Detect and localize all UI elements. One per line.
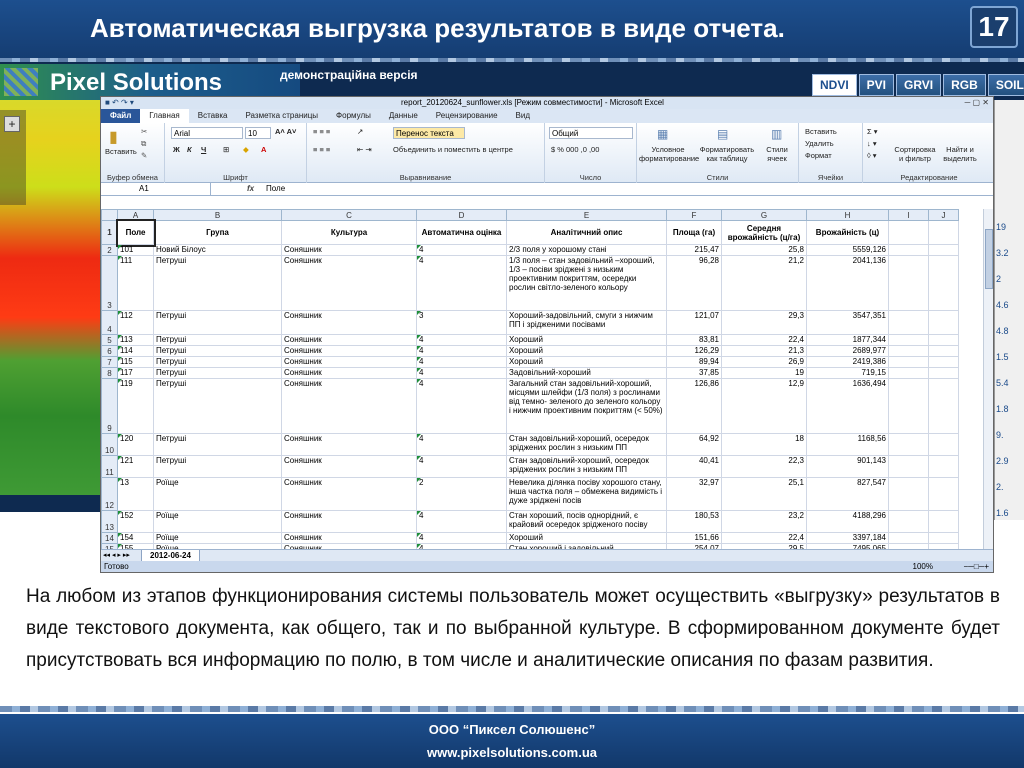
status-text: Готово (104, 562, 129, 571)
empty-cell[interactable] (889, 311, 929, 335)
ribbon-tab[interactable]: Главная (140, 109, 188, 123)
orientation-icon[interactable]: ↗ (357, 127, 364, 136)
cell-serednia[interactable]: 22,4 (722, 335, 807, 346)
cell-vrozh[interactable]: 827,547 (807, 478, 889, 511)
row-header[interactable]: 2 (102, 245, 118, 256)
cell-pole[interactable]: 113 (118, 335, 154, 346)
align-center-icons[interactable]: ≡ ≡ ≡ (313, 145, 331, 154)
cell-ploshcha[interactable]: 40,41 (667, 456, 722, 478)
empty-cell[interactable] (889, 368, 929, 379)
column-header[interactable]: G (722, 210, 807, 221)
cell-grupa[interactable]: Роїще (154, 478, 282, 511)
find-select-button[interactable]: Найти и выделить (943, 145, 977, 163)
cell-kultura[interactable]: Соняшник (282, 456, 417, 478)
cell-serednia[interactable]: 21,3 (722, 346, 807, 357)
company-name: ООО “Пиксел Солюшенс” (428, 722, 596, 737)
cell-ploshcha[interactable]: 37,85 (667, 368, 722, 379)
excel-title: report_20120624_sunflower.xls [Режим совместимости] - Microsoft Excel (401, 98, 664, 107)
zoom-in-button[interactable]: + (4, 116, 20, 132)
cells-group (799, 123, 863, 183)
cell-grupa[interactable]: Роїще (154, 511, 282, 533)
styles-label: Стили (706, 173, 729, 182)
cell-vrozh[interactable]: 1636,494 (807, 379, 889, 434)
alignment-group (307, 123, 545, 183)
table-row (102, 456, 959, 478)
cell-styles-icon: ▥ (771, 127, 783, 141)
cell-grupa[interactable]: Роїще (154, 533, 282, 544)
row-header[interactable]: 14 (102, 533, 118, 544)
view-button-soil[interactable]: SOIL (988, 74, 1024, 96)
cell-vrozh[interactable]: 2419,386 (807, 357, 889, 368)
copy-icon[interactable]: ⧉ (141, 139, 147, 148)
map-value: 1.6 (996, 508, 1009, 518)
cell-vrozh[interactable]: 5559,126 (807, 245, 889, 256)
cell-kultura[interactable]: Соняшник (282, 245, 417, 256)
fx-icon[interactable]: fx (247, 184, 255, 193)
table-row (102, 478, 959, 511)
paste-icon: ▮ (109, 129, 118, 146)
cell-opys[interactable]: Хороший (507, 357, 667, 368)
column-header[interactable]: C (282, 210, 417, 221)
empty-cell[interactable] (929, 478, 959, 511)
sort-filter-button[interactable]: Сортировка и фильтр (894, 145, 936, 163)
column-header[interactable]: H (807, 210, 889, 221)
table-row (102, 533, 959, 544)
formula-bar (101, 183, 993, 196)
borders-icon[interactable]: ⊞ (223, 145, 230, 154)
cell-grupa[interactable]: Петруші (154, 357, 282, 368)
map-value: 9. (996, 430, 1004, 440)
cell-opys[interactable]: Задовільний-хороший (507, 368, 667, 379)
cell-kultura[interactable]: Соняшник (282, 533, 417, 544)
cell-pole[interactable]: 154 (118, 533, 154, 544)
cell-ploshcha[interactable]: 126,29 (667, 346, 722, 357)
map-value: 1.8 (996, 404, 1009, 414)
logo-icon (4, 68, 38, 96)
cell-ocinka[interactable]: 3 (417, 311, 507, 335)
cell-kultura[interactable]: Соняшник (282, 511, 417, 533)
cell-serednia[interactable]: 22,4 (722, 533, 807, 544)
empty-cell[interactable] (929, 511, 959, 533)
table-row (102, 245, 959, 256)
column-header[interactable] (102, 210, 118, 221)
number-group (545, 123, 637, 183)
italic-icon[interactable]: К (187, 145, 192, 154)
empty-cell[interactable] (889, 379, 929, 434)
map-value: 2.9 (996, 456, 1009, 466)
cell-ploshcha[interactable]: 89,94 (667, 357, 722, 368)
zoom-level: 100% (912, 562, 933, 571)
cell-ploshcha[interactable]: 64,92 (667, 434, 722, 456)
table-header-cell[interactable]: Аналітичний опис (507, 221, 667, 245)
map-value: 5.4 (996, 378, 1009, 388)
cell-vrozh[interactable]: 4188,296 (807, 511, 889, 533)
column-header[interactable]: A (118, 210, 154, 221)
cell-ploshcha[interactable]: 32,97 (667, 478, 722, 511)
empty-cell[interactable] (889, 434, 929, 456)
map-values-panel (994, 100, 1024, 520)
map-value: 1.5 (996, 352, 1009, 362)
cell-pole[interactable]: 121 (118, 456, 154, 478)
alignment-label: Выравнивание (399, 173, 452, 182)
scroll-thumb[interactable] (985, 229, 993, 289)
cell-ocinka[interactable]: 4 (417, 346, 507, 357)
cond-format-icon: ▦ (657, 127, 669, 141)
cell-opys[interactable]: 2/3 поля у хорошому стані (507, 245, 667, 256)
empty-cell[interactable] (889, 533, 929, 544)
column-header[interactable]: E (507, 210, 667, 221)
cell-vrozh[interactable]: 901,143 (807, 456, 889, 478)
cell-pole[interactable]: 120 (118, 434, 154, 456)
empty-cell[interactable] (889, 221, 929, 245)
empty-cell[interactable] (929, 335, 959, 346)
cell-ocinka[interactable]: 4 (417, 456, 507, 478)
column-header[interactable]: B (154, 210, 282, 221)
cell-kultura[interactable]: Соняшник (282, 256, 417, 311)
cell-opys[interactable]: Стан хороший, посів однорідний, є крайовий осередок зрідженого посіву (507, 511, 667, 533)
cell-pole[interactable]: 111 (118, 256, 154, 311)
cell-ocinka[interactable]: 4 (417, 533, 507, 544)
cell-ocinka[interactable]: 4 (417, 379, 507, 434)
insert-cells-button[interactable]: Вставить (805, 127, 837, 136)
empty-cell[interactable] (889, 478, 929, 511)
bold-icon[interactable]: Ж (173, 145, 180, 154)
row-header[interactable]: 8 (102, 368, 118, 379)
table-header-cell[interactable]: Врожайність (ц) (807, 221, 889, 245)
table-row (102, 311, 959, 335)
view-button-rgb[interactable]: RGB (943, 74, 986, 96)
row-header[interactable]: 4 (102, 311, 118, 335)
cell-grupa[interactable]: Петруші (154, 368, 282, 379)
cell-grupa[interactable]: Петруші (154, 256, 282, 311)
cell-kultura[interactable]: Соняшник (282, 368, 417, 379)
excel-titlebar (101, 97, 993, 109)
align-top-icons[interactable]: ≡ ≡ ≡ (313, 127, 331, 136)
empty-cell[interactable] (929, 379, 959, 434)
cell-pole[interactable]: 119 (118, 379, 154, 434)
cell-ploshcha[interactable]: 180,53 (667, 511, 722, 533)
table-header-cell[interactable]: Середня врожайність (ц/га) (722, 221, 807, 245)
ribbon-tab[interactable]: Данные (388, 111, 418, 120)
empty-cell[interactable] (889, 456, 929, 478)
cell-serednia[interactable]: 22,3 (722, 456, 807, 478)
cell-ocinka[interactable]: 2 (417, 478, 507, 511)
app-logo-bar (0, 64, 300, 100)
quick-access-icons[interactable]: ■ ↶ ↷ ▾ (105, 98, 134, 107)
sheet-tab[interactable]: 2012-06-24 (141, 550, 200, 563)
empty-cell[interactable] (929, 368, 959, 379)
excel-window (100, 96, 994, 573)
empty-cell[interactable] (929, 434, 959, 456)
cell-opys[interactable]: Хороший (507, 533, 667, 544)
cell-serednia[interactable]: 23,2 (722, 511, 807, 533)
cell-ocinka[interactable]: 4 (417, 335, 507, 346)
cell-pole[interactable]: 101 (118, 245, 154, 256)
cell-ocinka[interactable]: 4 (417, 256, 507, 311)
cell-opys[interactable]: 1/3 поля – стан задовільний –хороший, 1/3 – посіви зріджені з низьким проективним покриттям, осередки рослин світло-зеленого кольору (507, 256, 667, 311)
empty-cell[interactable] (889, 346, 929, 357)
cell-ocinka[interactable]: 4 (417, 368, 507, 379)
empty-cell[interactable] (929, 346, 959, 357)
view-button-grvi[interactable]: GRVI (896, 74, 941, 96)
autosum-icon[interactable]: Σ ▾ (867, 127, 878, 136)
row-header[interactable]: 12 (102, 478, 118, 511)
cell-vrozh[interactable]: 3397,184 (807, 533, 889, 544)
sheet-tab-bar (101, 549, 993, 561)
empty-cell[interactable] (889, 357, 929, 368)
cell-opys[interactable]: Стан задовільний-хороший, осередок зріджених рослин з низьким ПП (507, 434, 667, 456)
name-box[interactable]: A1 (101, 183, 211, 196)
cell-ploshcha[interactable]: 121,07 (667, 311, 722, 335)
cell-ocinka[interactable]: 4 (417, 434, 507, 456)
cell-vrozh[interactable]: 1168,56 (807, 434, 889, 456)
cell-pole[interactable]: 13 (118, 478, 154, 511)
body-text: На любом из этапов функционирования системы пользователь может осуществить «выгрузку» результатов в виде текстового документа, как общего, так и по выбранной культуре. В сформированном документе будет присутствовать вся информацию по полю, в том числе и аналитические описания по фазам развития. (26, 586, 1000, 671)
number-format-select[interactable]: Общий (549, 127, 633, 139)
cell-kultura[interactable]: Соняшник (282, 346, 417, 357)
format-painter-icon[interactable]: ✎ (141, 151, 148, 160)
ribbon-tab[interactable]: Вставка (197, 111, 228, 120)
vertical-scrollbar[interactable] (983, 209, 993, 549)
empty-cell[interactable] (929, 221, 959, 245)
table-header-cell[interactable]: Поле (118, 221, 154, 245)
editing-label: Редактирование (900, 173, 958, 182)
paste-button[interactable]: Вставить (105, 147, 137, 156)
cell-opys[interactable]: Загальний стан задовільний-хороший, місцями шлейфи (1/3 поля) з рослинами від темно- зеленого до зеленого кольору і нижчим проективним покриттям (< 50%) (507, 379, 667, 434)
row-header[interactable]: 6 (102, 346, 118, 357)
cond-format-button[interactable]: Условное форматирование (639, 145, 700, 163)
number-label: Число (579, 173, 602, 182)
ribbon-tabs (101, 109, 993, 123)
website-url[interactable]: www.pixelsolutions.com.ua (427, 745, 597, 760)
cut-icon[interactable]: ✂ (141, 127, 148, 136)
column-header[interactable]: J (929, 210, 959, 221)
map-value: 2. (996, 482, 1004, 492)
cell-ocinka[interactable]: 4 (417, 245, 507, 256)
row-header[interactable]: 13 (102, 511, 118, 533)
cell-opys[interactable]: Хороший-задовільний, смуги з нижчим ПП і зрідженими посівами (507, 311, 667, 335)
ribbon-tab[interactable]: Формулы (336, 111, 371, 120)
table-header-cell[interactable]: Культура (282, 221, 417, 245)
row-header[interactable]: 7 (102, 357, 118, 368)
styles-group (637, 123, 799, 183)
cell-pole[interactable]: 117 (118, 368, 154, 379)
table-row (102, 368, 959, 379)
format-cells-button[interactable]: Формат (805, 151, 832, 160)
cell-serednia[interactable]: 29,3 (722, 311, 807, 335)
cell-ploshcha[interactable]: 83,81 (667, 335, 722, 346)
cell-grupa[interactable]: Петруші (154, 346, 282, 357)
table-row (102, 256, 959, 311)
cell-kultura[interactable]: Соняшник (282, 434, 417, 456)
map-value: 2 (996, 274, 1002, 284)
table-row (102, 335, 959, 346)
table-row (102, 379, 959, 434)
font-grow-icon[interactable]: A˄ A˅ (275, 127, 297, 136)
empty-cell[interactable] (929, 256, 959, 311)
cell-serednia[interactable]: 26,9 (722, 357, 807, 368)
cells-label: Ячейки (817, 173, 844, 182)
cell-serednia[interactable]: 25,1 (722, 478, 807, 511)
wrap-text-button[interactable]: Перенос текста (393, 127, 465, 139)
cell-ploshcha[interactable]: 96,28 (667, 256, 722, 311)
cell-grupa[interactable]: Петруші (154, 335, 282, 346)
cell-pole[interactable]: 112 (118, 311, 154, 335)
footer (0, 714, 1024, 768)
empty-cell[interactable] (929, 533, 959, 544)
column-header[interactable]: I (889, 210, 929, 221)
underline-icon[interactable]: Ч (201, 145, 207, 154)
font-color-icon[interactable]: A (261, 145, 267, 154)
table-header-cell[interactable]: Група (154, 221, 282, 245)
sheet-nav-arrows[interactable]: ◂◂ ◂ ▸ ▸▸ (103, 552, 130, 559)
cell-serednia[interactable]: 21,2 (722, 256, 807, 311)
cell-serednia[interactable]: 25,8 (722, 245, 807, 256)
empty-cell[interactable] (889, 511, 929, 533)
row-header[interactable]: 10 (102, 434, 118, 456)
empty-cell[interactable] (889, 335, 929, 346)
font-group (165, 123, 307, 183)
row-header[interactable]: 5 (102, 335, 118, 346)
column-header[interactable]: D (417, 210, 507, 221)
clear-icon[interactable]: ◊ ▾ (867, 151, 877, 160)
font-size-select[interactable]: 10 (245, 127, 271, 139)
slide-header (0, 0, 1024, 58)
cell-grupa[interactable]: Петруші (154, 456, 282, 478)
font-name-select[interactable]: Arial (171, 127, 243, 139)
view-button-ndvi[interactable]: NDVI (812, 74, 857, 96)
empty-cell[interactable] (889, 256, 929, 311)
clipboard-group (101, 123, 165, 183)
cell-opys[interactable]: Стан задовільний-хороший, осередок зріджених рослин з низьким ПП (507, 456, 667, 478)
empty-cell[interactable] (929, 311, 959, 335)
ribbon-tab[interactable]: Вид (515, 111, 531, 120)
ribbon-tab[interactable]: Разметка страницы (245, 111, 319, 120)
ribbon-tab[interactable]: Файл (101, 109, 140, 123)
font-label: Шрифт (223, 173, 248, 182)
row-header[interactable]: 1 (102, 221, 118, 245)
cell-ocinka[interactable]: 4 (417, 357, 507, 368)
cell-kultura[interactable]: Соняшник (282, 379, 417, 434)
cell-serednia[interactable]: 18 (722, 434, 807, 456)
cell-kultura[interactable]: Соняшник (282, 357, 417, 368)
cell-vrozh[interactable]: 719,15 (807, 368, 889, 379)
demo-label: демонстраційна версія (280, 68, 418, 82)
cell-styles-button[interactable]: Стили ячеек (766, 145, 788, 163)
row-header[interactable]: 11 (102, 456, 118, 478)
status-bar (101, 561, 993, 573)
table-row (102, 357, 959, 368)
clipboard-label: Буфер обмена (107, 173, 158, 182)
indent-icons[interactable]: ⇤ ⇥ (357, 145, 372, 154)
empty-cell[interactable] (929, 456, 959, 478)
format-table-icon: ▤ (717, 127, 729, 141)
cell-kultura[interactable]: Соняшник (282, 478, 417, 511)
map-value: 19 (996, 222, 1007, 232)
row-header[interactable]: 9 (102, 379, 118, 434)
cell-opys[interactable]: Невелика ділянка посіву хорошого стану, інша частка поля – обмежена видимість і дуже зріджені посів (507, 478, 667, 511)
cell-ploshcha[interactable]: 151,66 (667, 533, 722, 544)
cell-serednia[interactable]: 19 (722, 368, 807, 379)
row-header[interactable]: 3 (102, 256, 118, 311)
cell-grupa[interactable]: Петруші (154, 311, 282, 335)
merge-button[interactable]: Объединить и поместить в центре (393, 145, 513, 154)
column-header[interactable]: F (667, 210, 722, 221)
table-row (102, 511, 959, 533)
cell-pole[interactable]: 114 (118, 346, 154, 357)
zoom-slider[interactable]: −─□─+ (963, 562, 989, 571)
empty-cell[interactable] (929, 357, 959, 368)
cell-kultura[interactable]: Соняшник (282, 311, 417, 335)
formula-input[interactable]: Поле (266, 184, 286, 193)
window-controls[interactable]: ─ ▢ ✕ (964, 98, 989, 107)
map-value: 4.6 (996, 300, 1009, 310)
cell-grupa[interactable]: Новий Білоус (154, 245, 282, 256)
slide-title: Автоматическая выгрузка результатов в виде отчета. (90, 13, 785, 43)
delete-cells-button[interactable]: Удалить (805, 139, 834, 148)
view-buttons (812, 74, 1024, 96)
cell-pole[interactable]: 115 (118, 357, 154, 368)
cell-grupa[interactable]: Петруші (154, 434, 282, 456)
table-row (102, 434, 959, 456)
table-row (102, 346, 959, 357)
empty-cell[interactable] (889, 245, 929, 256)
fill-icon[interactable]: ↓ ▾ (867, 139, 877, 148)
editing-group (863, 123, 994, 183)
fill-color-icon[interactable]: ◆ (243, 145, 249, 154)
cell-vrozh[interactable]: 2041,136 (807, 256, 889, 311)
cell-ploshcha[interactable]: 126,86 (667, 379, 722, 434)
ribbon-tab[interactable]: Рецензирование (435, 111, 498, 120)
spreadsheet-grid (101, 209, 959, 555)
cell-opys[interactable]: Хороший (507, 335, 667, 346)
map-value: 3.2 (996, 248, 1009, 258)
decorative-strip-bottom (0, 706, 1024, 712)
map-value: 4.8 (996, 326, 1009, 336)
table-header-cell[interactable]: Автоматична оцінка (417, 221, 507, 245)
cell-vrozh[interactable]: 1877,344 (807, 335, 889, 346)
cell-serednia[interactable]: 12,9 (722, 379, 807, 434)
app-logo: Pixel Solutions (50, 69, 223, 96)
cell-opys[interactable]: Хороший (507, 346, 667, 357)
cell-pole[interactable]: 152 (118, 511, 154, 533)
table-header-cell[interactable]: Площа (га) (667, 221, 722, 245)
cell-vrozh[interactable]: 3547,351 (807, 311, 889, 335)
cell-vrozh[interactable]: 2689,977 (807, 346, 889, 357)
cell-kultura[interactable]: Соняшник (282, 335, 417, 346)
cell-ocinka[interactable]: 4 (417, 511, 507, 533)
cell-ploshcha[interactable]: 215,47 (667, 245, 722, 256)
view-button-pvi[interactable]: PVI (859, 74, 894, 96)
format-table-button[interactable]: Форматировать как таблицу (699, 145, 755, 163)
slide-number: 17 (970, 6, 1018, 48)
cell-grupa[interactable]: Петруші (154, 379, 282, 434)
number-format-icons[interactable]: $ % 000 ,0 ,00 (551, 145, 600, 154)
empty-cell[interactable] (929, 245, 959, 256)
ribbon (101, 123, 993, 183)
